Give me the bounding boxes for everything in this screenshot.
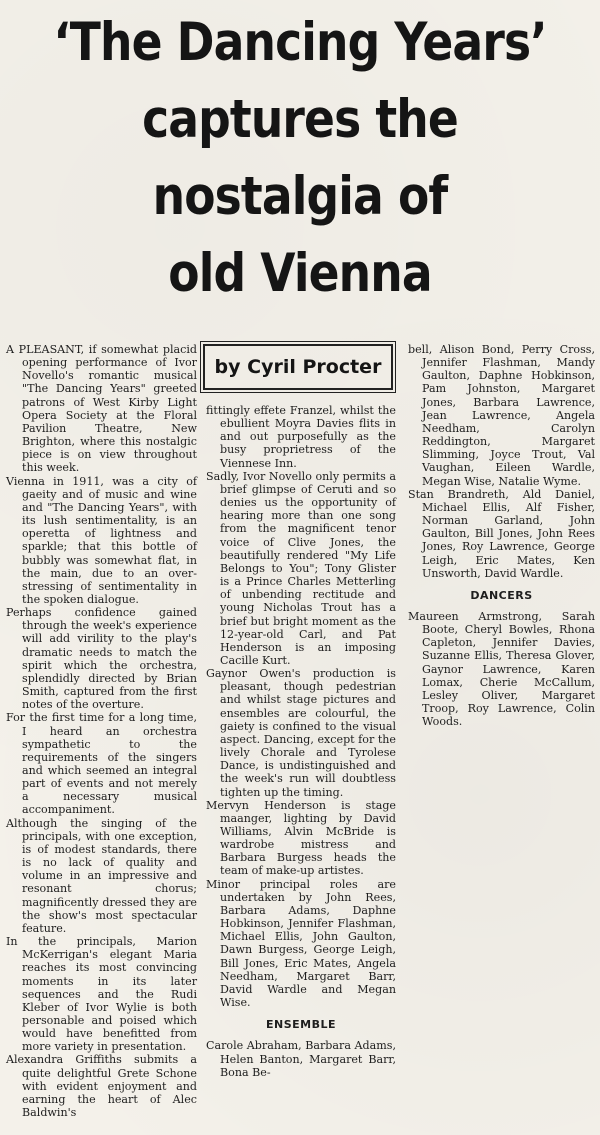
ensemble-heading: ENSEMBLE <box>265 1018 336 1032</box>
headline <box>0 4 600 312</box>
paragraph: Vienna in 1911, was a city of gaeity and of music and wine and "The Dancing Years", with its lush sentimentality, is an operetta of lightness and sparkle; that this bottle of bubbly was somewhat flat, in the main, due to an over-stressing of sentimentality in the spoken dialogue. <box>6 474 197 606</box>
paragraph: Gaynor Owen's production is pleasant, though pedestrian and whilst stage pictures and ensembles are colourful, the gaiety is confined to the visual aspect. Dancing, except for the lively Chorale and Tyrolese Dance, is undistinguished and the week's run will doubtless tighten up the timing. <box>206 667 396 799</box>
paragraph: Minor principal roles are undertaken by John Rees, Barbara Adams, Daphne Hobkinson, Jennifer Flashman, Michael Ellis, John Gaulton, Dawn Burgess, George Leigh, Bill Jones, Eric Mates, Angela Needham, Margaret Barr, David Wardle and Megan Wise. <box>206 877 396 1010</box>
headline-line-1: ‘The Dancing Years’ <box>53 12 547 73</box>
byline-box <box>203 344 393 390</box>
paragraph: In the principals, Marion McKerrigan's elegant Maria reaches its most convincing moments in its later sequences and the Rudi Kleber of Ivor Wylie is both personable and poised which would have benefitted from more variety in presentation. <box>6 935 197 1054</box>
paragraph: Alexandra Griffiths submits a quite delightful Grete Schone with evident enjoyment and earning the heart of Alec Baldwin's <box>6 1053 197 1120</box>
ensemble-list: Carole Abraham, Barbara Adams, Helen Banton, Margaret Barr, Bona Be- <box>206 1039 396 1079</box>
paragraph: A PLEASANT, if somewhat placid opening performance of Ivor Novello's romantic musical "The Dancing Years" greeted patrons of West Kirby Light Opera Society at the Floral Pavilion Theatre, New Brighton, where this nostalgic piece is on view throughout this week. <box>6 343 197 475</box>
paragraph: Mervyn Henderson is stage maanger, lighting by David Williams, Alvin McBride is wardrobe mistress and Barbara Burgess heads the team of make-up artistes. <box>206 798 396 878</box>
ensemble-list-men: Stan Brandreth, Ald Daniel, Michael Ellis, Alf Fisher, Norman Garland, John Gaulton, Bill Jones, John Rees Jones, Roy Lawrence, George Leigh, Eric Mates, Ken Unsworth, David Wardle. <box>408 487 595 580</box>
paragraph: Although the singing of the principals, with one exception, is of modest standards, there is no lack of quality and volume in an impressive and resonant chorus; magnificently dressed they are the show's most spectacular feature. <box>6 816 197 935</box>
headline-line-4: old Vienna <box>168 243 432 304</box>
headline-line-3: nostalgia of <box>152 166 448 227</box>
paragraph: Sadly, Ivor Novello only permits a brief glimpse of Ceruti and so denies us the opportunity of hearing more than one song from the magnificent tenor voice of Clive Jones, the beautifully rendered "My Life Belongs to You"; Tony Glister is a Prince Charles Metterling of unbending rectitude and young Nicholas Trout has a brief but bright moment as the 12-year-old Carl, and Pat Henderson is an imposing Cacille Kurt. <box>206 469 396 667</box>
byline: by Cyril Procter <box>214 356 382 378</box>
column-2 <box>206 404 396 1079</box>
paragraph: Perhaps confidence gained through the week's experience will add virility to the play's dramatic needs to match the spirit which the orchestra, splendidly directed by Brian Smith, captured from the first notes of the overture. <box>6 606 197 712</box>
headline-line-2: captures the <box>142 89 458 150</box>
dancers-list: Maureen Armstrong, Sarah Boote, Cheryl Bowles, Rhona Capleton, Jennifer Davies, Suzanne Ellis, Theresa Glover, Gaynor Lawrence, Karen Lomax, Cherie McCallum, Lesley Oliver, Margaret Troop, Roy Lawrence, Colin Woods. <box>408 609 595 729</box>
paragraph: For the first time for a long time, I heard an orchestra sympathetic to the requirements of the singers and which seemed an integral part of events and not merely a necessary musical accompaniment. <box>6 711 197 817</box>
column-1 <box>6 343 197 1119</box>
ensemble-list-continued: bell, Alison Bond, Perry Cross, Jennifer Flashman, Mandy Gaulton, Daphne Hobkinson, Pam Johnston, Margaret Jones, Barbara Lawrence, Jean Lawrence, Angela Needham, Carolyn Reddington, Margaret Slimming, Joyce Trout, Val Vaughan, Eileen Wardle, Megan Wise, Natalie Wyme. <box>408 343 595 488</box>
column-3 <box>408 343 595 728</box>
dancers-heading: DANCERS <box>470 588 533 602</box>
paragraph: fittingly effete Franzel, whilst the ebullient Moyra Davies flits in and out purposefully as the busy proprietress of the Viennese Inn. <box>206 404 396 470</box>
